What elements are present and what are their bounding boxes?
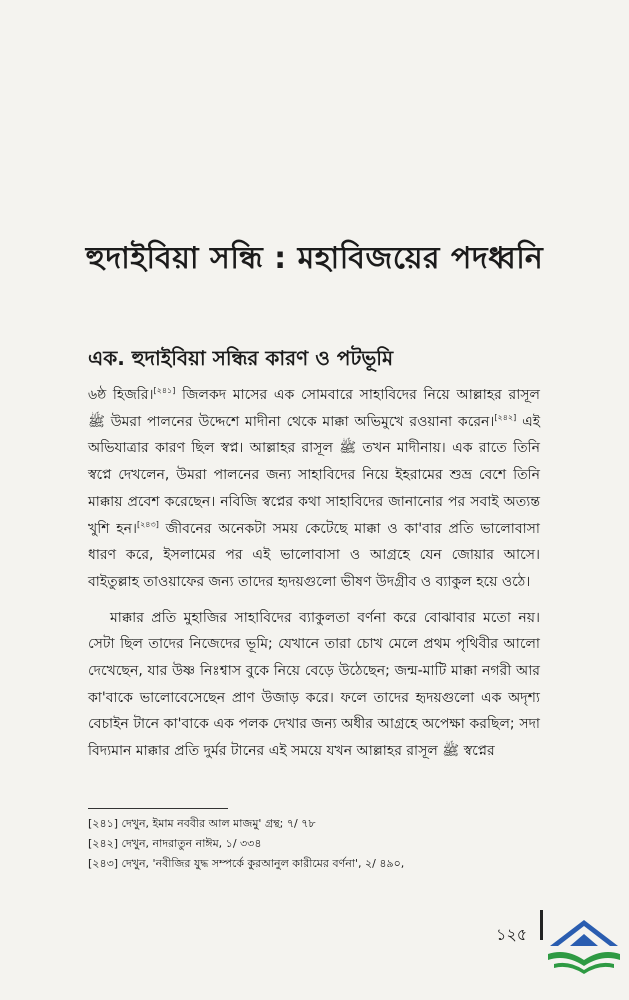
footnote-divider (88, 808, 228, 809)
footnote-242: [২৪২] দেখুন, নাদরাতুন নাঈম, ১/ ৩৩৪ (88, 837, 262, 850)
paragraph-2: মাক্কার প্রতি মুহাজির সাহাবিদের ব্যাকুলতা বর্ণনা করে বোঝাবার মতো নয়। সেটা ছিল তাদের নিজেদের ভূমি; যেখানে তারা চোখ মেলে প্রথম পৃথিবীর আলো দেখেছেন, যার উষ্ণ নিঃশ্বাস বুকে নিয়ে বেড়ে উঠেছেন; জন্ম-মাটি মাক্কা নগরী আর কা'বাকে ভালোবেসেছেন প্রাণ উজাড় করে। ফলে তাদের হৃদয়গুলো এক অদৃশ্য বেচাইন টানে কা'বাকে এক পলক দেখার জন্য অধীর আগ্রহে অপেক্ষা করছিল; সদা বিদ্যমান মাক্কার প্রতি দুর্মর টানের এই সময়ে যখন আল্লাহর রাসূল ﷺ স্বপ্নের (88, 609, 540, 760)
paragraph-1-segment-3: এই অভিযাত্রার কারণ ছিল স্বপ্ন। আল্লাহর রাসূল ﷺ তখন মাদীনায়। এক রাতে তিনি স্বপ্নে দেখলেন, উমরা পালনের জন্য সাহাবিদের নিয়ে ইহরামের শুভ্র বেশে তিনি মাক্কায় প্রবেশ করেছেন। নবিজি স্বপ্নের কথা সাহাবিদের জানানোর পর সবাই অত্যন্ত খুশি হন। (88, 413, 541, 537)
paragraph-1-segment-2: জিলকদ মাসের এক সোমবারে সাহাবিদের নিয়ে আল্লাহর রাসূল ﷺ উমরা পালনের উদ্দেশে মাদীনা থেকে মাক্কা অভিমুখে রওয়ানা করেন। (88, 387, 540, 430)
footnote-ref-243: [২৪৩] (136, 519, 159, 529)
footnote-241: [২৪১] দেখুন, ইমাম নববীর আল মাজমু' গ্রন্থ; ৭/ ৭৮ (88, 817, 316, 830)
publisher-logo-icon (544, 916, 624, 980)
paragraph-1-segment-1: ৬ষ্ঠ হিজরি। (88, 387, 154, 403)
page-edge-bar (540, 910, 543, 940)
body-text (88, 382, 540, 765)
chapter-title: হুদাইবিয়া সন্ধি : মহাবিজয়ের পদধ্বনি (85, 241, 544, 276)
footnote-243: [২৪৩] দেখুন, 'নবীজির যুদ্ধ সম্পর্কে কুরআনুল কারীমের বর্ণনা', ২/ ৪৯০, (88, 857, 405, 870)
footnotes (88, 814, 540, 874)
footnote-ref-241: [২৪১] (153, 386, 176, 395)
paragraph-1-segment-4: জীবনের অনেকটা সময় কেটেছে মাক্কা ও কা'বার প্রতি ভালোবাসা ধারণ করে, ইসলামের পর এই ভালোবাসা ও আগ্রহে যেন জোয়ার আসে। বাইতুল্লাহ তাওয়াফের জন্য তাদের হৃদয়গুলো ভীষণ উদগ্রীব ও ব্যাকুল হয়ে ওঠে। (88, 520, 540, 590)
paragraph-1 (88, 382, 540, 596)
footnote-ref-242: [২৪২] (494, 412, 517, 422)
page-number: ১২৫ (496, 925, 528, 944)
section-heading: এক. হুদাইবিয়া সন্ধির কারণ ও পটভূমি (88, 346, 394, 370)
